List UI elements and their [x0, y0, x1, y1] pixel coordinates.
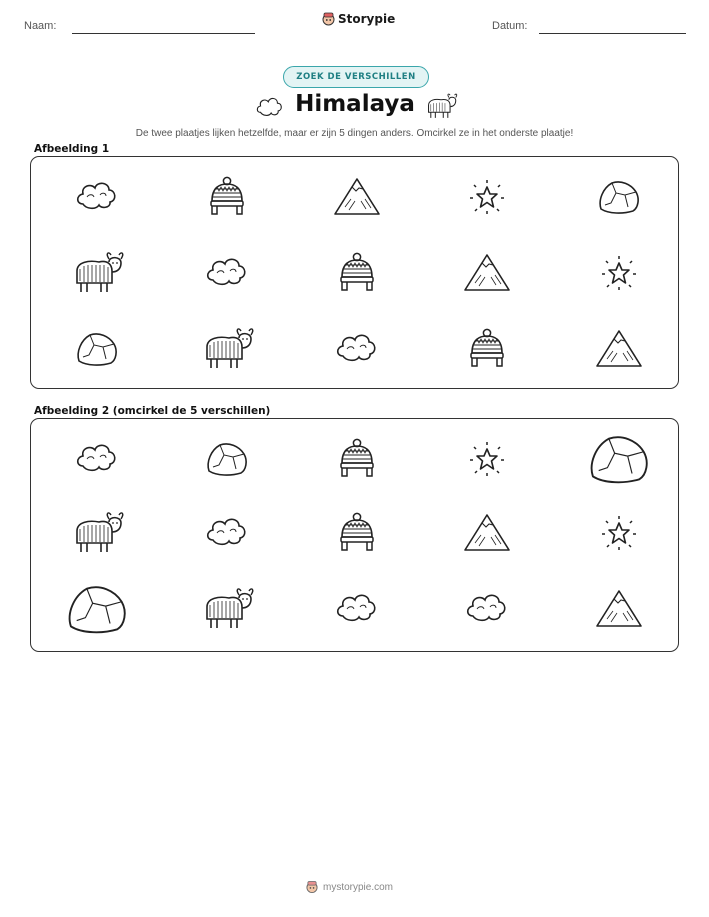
brand-logo	[322, 12, 395, 26]
page-title: Himalaya	[295, 91, 415, 117]
picture1-panel	[30, 156, 679, 389]
rock-icon	[78, 334, 116, 365]
beanie-icon	[471, 329, 503, 366]
picture1-label: Afbeelding 1	[34, 143, 110, 155]
beanie-icon[interactable]	[341, 513, 373, 550]
star-icon[interactable]	[470, 442, 504, 476]
instructions: De twee plaatjes lijken hetzelfde, maar er zijn 5 dingen anders. Omcirkel ze in het onderste plaatje!	[135, 128, 574, 139]
yak-icon	[207, 329, 253, 368]
footer	[306, 880, 393, 894]
beanie-icon	[341, 253, 373, 290]
spot-the-difference-badge: ZOEK DE VERSCHILLEN	[283, 66, 429, 88]
picture1-icons	[31, 157, 680, 390]
date-line[interactable]	[539, 33, 686, 34]
mountain-icon[interactable]	[597, 591, 641, 626]
rock-large-icon[interactable]	[592, 437, 647, 482]
rock-large-icon[interactable]	[70, 587, 125, 632]
cloud-icon[interactable]	[338, 595, 375, 620]
picture2-icons	[31, 419, 680, 653]
picture2-panel[interactable]	[30, 418, 679, 652]
star-icon[interactable]	[602, 516, 636, 550]
rock-icon	[600, 182, 638, 213]
cloud-icon	[208, 259, 245, 284]
mountain-icon	[335, 179, 379, 214]
star-icon	[470, 180, 504, 214]
mountain-icon	[597, 331, 641, 366]
cloud-icon	[78, 183, 115, 208]
brand-name: Storypie	[338, 12, 396, 26]
footer-url[interactable]: mystorypie.com	[323, 881, 394, 893]
mountain-icon[interactable]	[465, 515, 509, 550]
rock-icon[interactable]	[208, 444, 246, 475]
yak-icon[interactable]	[77, 513, 123, 552]
picture2-label: Afbeelding 2 (omcirkel de 5 verschillen)	[34, 405, 271, 417]
storypie-mascot-icon	[322, 12, 335, 26]
yak-icon[interactable]	[207, 589, 253, 628]
cloud-icon	[338, 335, 375, 360]
name-label: Naam:	[24, 20, 57, 32]
cloud-icon	[254, 94, 284, 118]
date-label: Datum:	[492, 20, 528, 32]
name-line[interactable]	[72, 33, 255, 34]
cloud-icon[interactable]	[208, 519, 245, 544]
cloud-icon[interactable]	[78, 445, 115, 470]
star-icon	[602, 256, 636, 290]
mountain-icon	[465, 255, 509, 290]
beanie-icon	[211, 177, 243, 214]
yak-icon	[77, 253, 123, 292]
storypie-mascot-icon	[306, 880, 318, 894]
beanie-icon[interactable]	[341, 439, 373, 476]
yak-icon	[424, 90, 458, 122]
cloud-icon[interactable]	[468, 595, 505, 620]
